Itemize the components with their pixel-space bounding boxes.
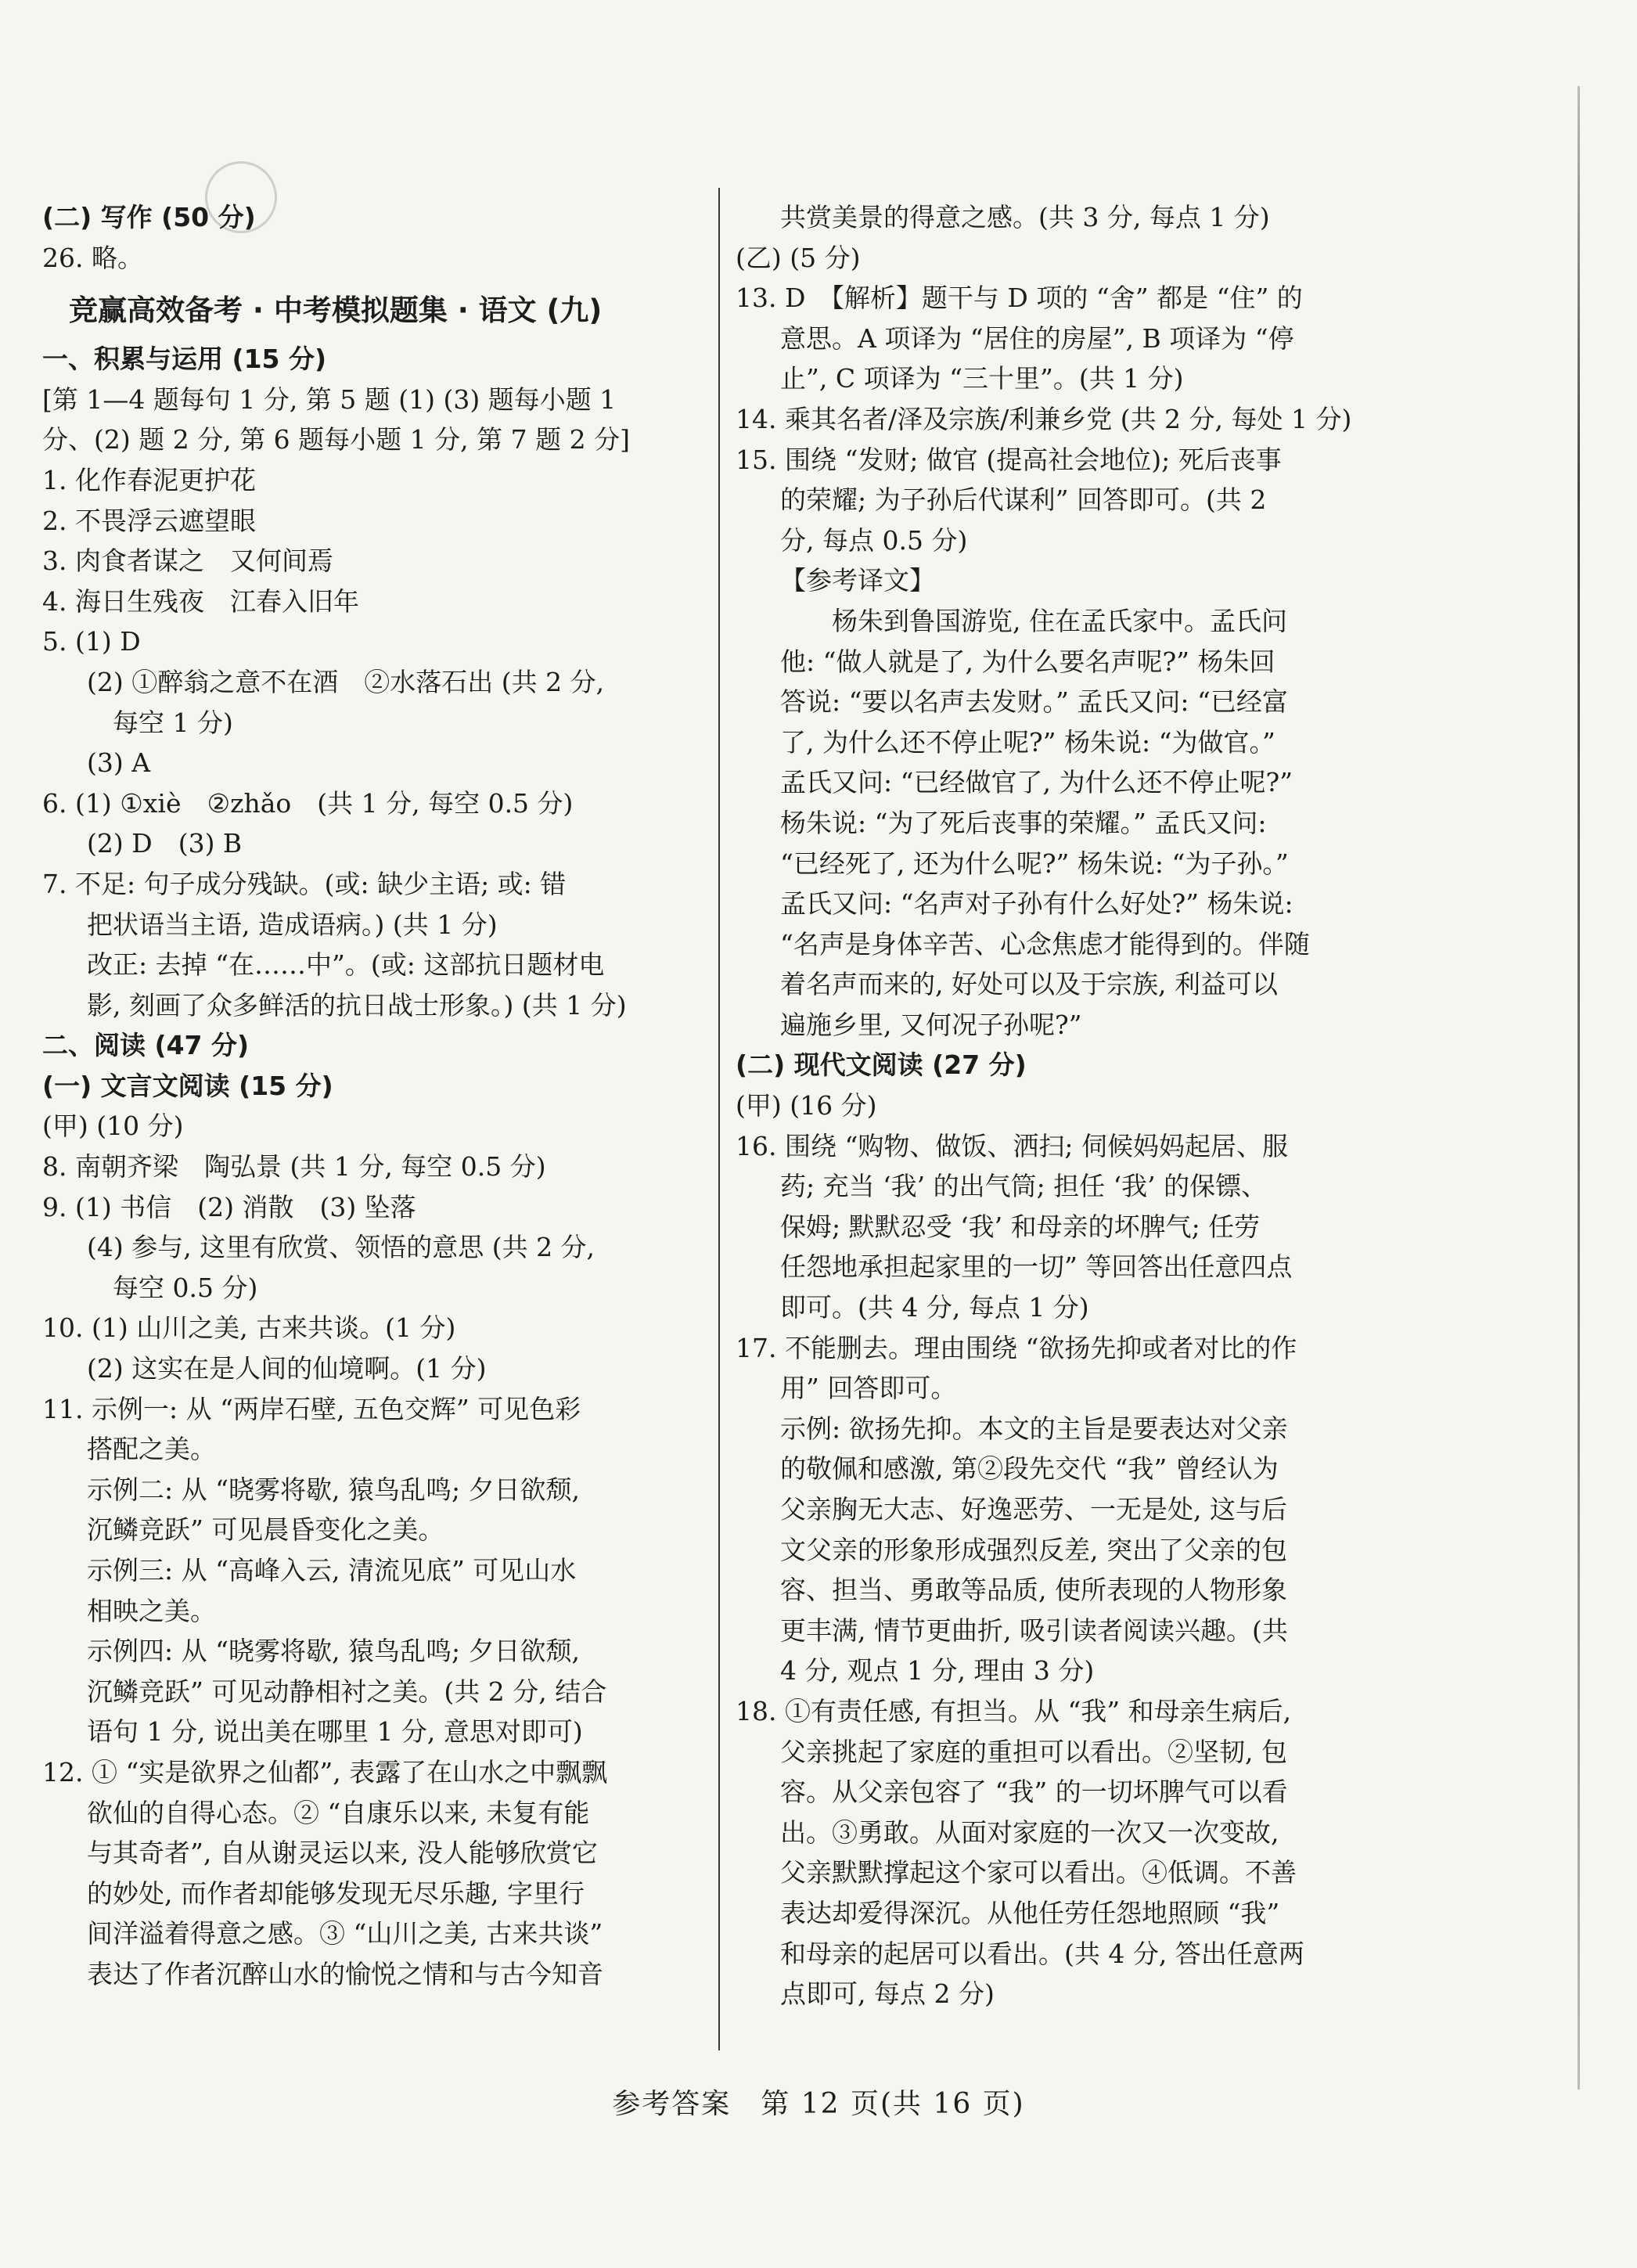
answer-line: 止”, C 项译为 “三十里”。(共 1 分) [780, 363, 1184, 394]
answer-line: 文父亲的形象形成强烈反差, 突出了父亲的包 [780, 1534, 1287, 1565]
answer-line: 的敬佩和感激, 第②段先交代 “我” 曾经认为 [780, 1453, 1279, 1485]
answer-line: 8. 南朝齐梁 陶弘景 (共 1 分, 每空 0.5 分) [42, 1151, 546, 1183]
answer-line: 杨朱到鲁国游览, 住在孟氏家中。孟氏问 [806, 605, 1287, 636]
left-column [42, 197, 709, 1995]
right-column [736, 197, 1549, 2014]
answer-line: 容。从父亲包容了 “我” 的一切坏脾气可以看 [780, 1777, 1288, 1808]
section-heading: (二) 现代文阅读 (27 分) [736, 1049, 1027, 1081]
column-divider [718, 188, 720, 2050]
section-title: 竞赢高效备考 · 中考模拟题集 · 语文 (九) [69, 293, 603, 328]
answer-line: (2) D (3) B [87, 828, 243, 859]
answer-line: 14. 乘其名者/泽及宗族/利兼乡党 (共 2 分, 每处 1 分) [736, 403, 1352, 434]
answer-line: 每空 1 分) [113, 707, 233, 738]
page-edge [1578, 86, 1580, 2090]
section-heading: (二) 写作 (50 分) [42, 202, 256, 232]
answer-line: (2) 这实在是人间的仙境啊。(1 分) [87, 1353, 487, 1384]
answer-line: 沉鳞竞跃” 可见动静相衬之美。(共 2 分, 结合 [87, 1676, 607, 1707]
answer-line: 13. D 【解析】题干与 D 项的 “舍” 都是 “住” 的 [736, 283, 1303, 314]
section-heading: 一、积累与运用 (15 分) [42, 344, 327, 375]
answer-line: 17. 不能删去。理由围绕 “欲扬先抑或者对比的作 [736, 1332, 1297, 1363]
answer-line: 影, 刻画了众多鲜活的抗日战士形象。) (共 1 分) [87, 989, 627, 1021]
answer-line: 表达了作者沉醉山水的愉悦之情和与古今知音 [87, 1958, 603, 1989]
answer-line: 间洋溢着得意之感。③ “山川之美, 古来共谈” [87, 1918, 603, 1949]
answer-line: 搭配之美。 [87, 1434, 216, 1465]
answer-line: 孟氏又问: “名声对子孙有什么好处?” 杨朱说: [780, 888, 1293, 920]
answer-line: “名声是身体辛苦、心念焦虑才能得到的。伴随 [780, 928, 1310, 959]
answer-line: 用” 回答即可。 [780, 1373, 957, 1404]
answer-line: 相映之美。 [87, 1595, 216, 1626]
answer-line: (2) ①醉翁之意不在酒 ②水落石出 (共 2 分, [87, 666, 605, 697]
answer-line: 与其奇者”, 自从谢灵运以来, 没人能够欣赏它 [87, 1838, 598, 1869]
answer-line: 改正: 去掉 “在……中”。(或: 这部抗日题材电 [87, 949, 605, 981]
answer-line: 的妙处, 而作者却能够发现无尽乐趣, 字里行 [87, 1877, 585, 1909]
answer-line: (甲) (10 分) [42, 1111, 184, 1142]
answer-line: 语句 1 分, 说出美在哪里 1 分, 意思对即可) [87, 1716, 583, 1748]
answer-line: 26. 略。 [42, 242, 143, 273]
answer-line: 10. (1) 山川之美, 古来共谈。(1 分) [42, 1312, 456, 1344]
answer-line: 11. 示例一: 从 “两岸石壁, 五色交辉” 可见色彩 [42, 1393, 581, 1424]
answer-line: 【参考译文】 [780, 565, 935, 596]
answer-line: 分, 每点 0.5 分) [780, 524, 968, 556]
section-heading: 二、阅读 (47 分) [42, 1030, 250, 1061]
answer-line: 把状语当主语, 造成语病。) (共 1 分) [87, 909, 498, 940]
answer-line: 着名声而来的, 好处可以及于宗族, 利益可以 [780, 969, 1278, 1000]
answer-line: 9. (1) 书信 (2) 消散 (3) 坠落 [42, 1191, 416, 1222]
answer-line: 3. 肉食者谋之 又何间焉 [42, 545, 333, 577]
answer-line: 父亲默默撑起这个家可以看出。④低调。不善 [780, 1857, 1297, 1888]
answer-line: 点即可, 每点 2 分) [780, 1978, 995, 2010]
answer-line: 任怨地承担起家里的一切” 等回答出任意四点 [780, 1251, 1293, 1283]
answer-line: (甲) (16 分) [736, 1090, 877, 1121]
answer-line: 出。③勇敢。从面对家庭的一次又一次变故, [780, 1816, 1279, 1848]
answer-line: 4 分, 观点 1 分, 理由 3 分) [780, 1655, 1095, 1687]
answer-line: 16. 围绕 “购物、做饭、洒扫; 伺候妈妈起居、服 [736, 1130, 1288, 1161]
answer-line: 沉鳞竞跃” 可见晨昏变化之美。 [87, 1514, 444, 1546]
answer-line: [第 1—4 题每句 1 分, 第 5 题 (1) (3) 题每小题 1 [42, 383, 617, 415]
answer-line: 和母亲的起居可以看出。(共 4 分, 答出任意两 [780, 1938, 1304, 1969]
answer-line: 5. (1) D [42, 626, 141, 657]
answer-line: 示例三: 从 “高峰入云, 清流见底” 可见山水 [87, 1555, 577, 1586]
answer-line: 他: “做人就是了, 为什么要名声呢?” 杨朱回 [780, 646, 1275, 677]
answer-line: 意思。A 项译为 “居住的房屋”, B 项译为 “停 [780, 322, 1294, 354]
answer-line: (乙) (5 分) [736, 242, 861, 273]
answer-line: 遍施乡里, 又何况子孙呢?” [780, 1009, 1082, 1040]
answer-line: 了, 为什么还不停止呢?” 杨朱说: “为做官。” [780, 726, 1275, 758]
answer-line: 保姆; 默默忍受 ‘我’ 和母亲的坏脾气; 任劳 [780, 1211, 1261, 1242]
answer-line: 药; 充当 ‘我’ 的出气筒; 担任 ‘我’ 的保镖、 [780, 1171, 1268, 1202]
answer-line: (3) A [87, 747, 151, 779]
answer-line: 欲仙的自得心态。② “自康乐以来, 未复有能 [87, 1797, 590, 1828]
answer-line: 4. 海日生残夜 江春入旧年 [42, 585, 359, 617]
answer-line: 每空 0.5 分) [113, 1272, 258, 1303]
answer-line: 示例四: 从 “晓雾将歇, 猿鸟乱鸣; 夕日欲颓, [87, 1636, 581, 1667]
answer-line: 孟氏又问: “已经做官了, 为什么还不停止呢?” [780, 767, 1293, 798]
answer-line: 容、担当、勇敢等品质, 使所表现的人物形象 [780, 1575, 1287, 1606]
answer-line: 杨朱说: “为了死后丧事的荣耀。” 孟氏又问: [780, 807, 1267, 838]
answer-line: 15. 围绕 “发财; 做官 (提高社会地位); 死后丧事 [736, 444, 1282, 475]
page-footer: 参考答案 第 12 页(共 16 页) [612, 2088, 1025, 2120]
answer-line: 12. ① “实是欲界之仙都”, 表露了在山水之中飘飘 [42, 1756, 608, 1787]
answer-line: 2. 不畏浮云遮望眼 [42, 505, 256, 536]
answer-line: 更丰满, 情节更曲折, 吸引读者阅读兴趣。(共 [780, 1615, 1288, 1646]
answer-line: 即可。(共 4 分, 每点 1 分) [780, 1292, 1089, 1323]
answer-line: 父亲挑起了家庭的重担可以看出。②坚韧, 包 [780, 1736, 1287, 1767]
answer-line: 分、(2) 题 2 分, 第 6 题每小题 1 分, 第 7 题 2 分] [42, 424, 630, 455]
answer-line: 7. 不足: 句子成分残缺。(或: 缺少主语; 或: 错 [42, 868, 567, 899]
answer-line: 答说: “要以名声去发财。” 孟氏又问: “已经富 [780, 686, 1288, 718]
answer-line: 的荣耀; 为子孙后代谋利” 回答即可。(共 2 [780, 484, 1267, 516]
answer-line: “已经死了, 还为什么呢?” 杨朱说: “为子孙。” [780, 848, 1289, 879]
answer-line: 18. ①有责任感, 有担当。从 “我” 和母亲生病后, [736, 1695, 1292, 1726]
answer-line: 示例二: 从 “晓雾将歇, 猿鸟乱鸣; 夕日欲颓, [87, 1474, 581, 1505]
answer-line: 父亲胸无大志、好逸恶劳、一无是处, 这与后 [780, 1494, 1287, 1525]
section-heading: (一) 文言文阅读 (15 分) [42, 1070, 333, 1101]
answer-line: 1. 化作春泥更护花 [42, 464, 256, 495]
answer-line: 示例: 欲扬先抑。本文的主旨是要表达对父亲 [780, 1413, 1288, 1444]
answer-line: 共赏美景的得意之感。(共 3 分, 每点 1 分) [780, 202, 1270, 232]
answer-line: 表达却爱得深沉。从他任劳任怨地照顾 “我” [780, 1897, 1280, 1928]
answer-line: (4) 参与, 这里有欣赏、领悟的意思 (共 2 分, [87, 1232, 595, 1263]
answer-line: 6. (1) ①xiè ②zhǎo (共 1 分, 每空 0.5 分) [42, 787, 574, 819]
